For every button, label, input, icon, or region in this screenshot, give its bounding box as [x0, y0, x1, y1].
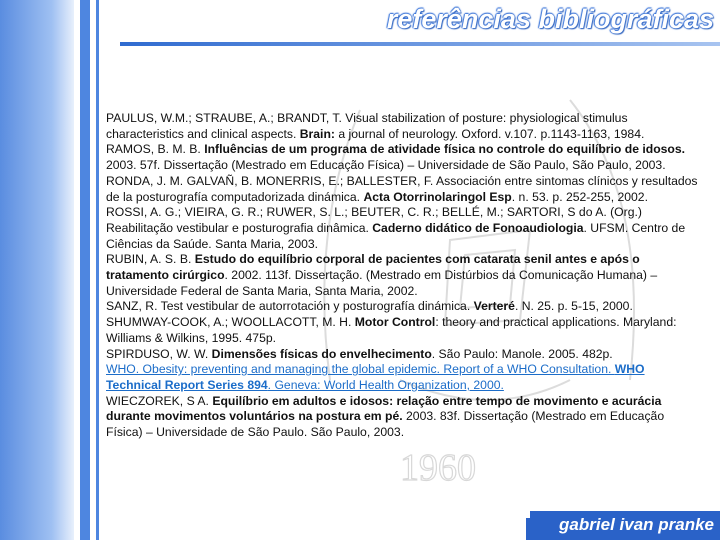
reference-title: Acta Otorrinolaringol Esp	[363, 189, 512, 204]
watermark-year: 1960	[400, 447, 476, 489]
reference-text: ROSSI, A. G.; VIEIRA, G. R.; RUWER, S. L.; BEUTER, C. R.; BELLÉ, M.; SARTORI, S do A. (Org.) Reabilitação vestibular e posturografia dinâmica.	[106, 205, 642, 235]
reference-entry	[106, 299, 698, 315]
reference-text: . 2002. 113f. Dissertação. (Mestrado em Distúrbios da Comunicação Humana) – Universidade Federal de Santa Maria, Santa Maria, 2002.	[106, 268, 658, 298]
reference-text[interactable]: WHO. Obesity: preventing and managing the global epidemic. Report of a WHO Consultation.	[106, 362, 615, 377]
reference-entry	[106, 174, 698, 205]
reference-text: SPIRDUSO, W. W.	[106, 346, 212, 361]
reference-text: SANZ, R. Test vestibular de autorrotación y posturografía dinámica.	[106, 299, 474, 314]
reference-title[interactable]: WHO Technical Report Series 894	[106, 362, 645, 392]
reference-text: 2003. 83f. Dissertação (Mestrado em Educação Física) – Universidade de São Paulo. São Paulo, 2003.	[106, 409, 665, 440]
reference-entry[interactable]	[106, 362, 698, 393]
reference-text: RONDA, J. M. GALVAÑ, B. MONERRIS, E.; BALLESTER, F. Associación entre sintomas clínicos y resultados de la posturografía computadorizada dinámica.	[106, 173, 698, 204]
reference-entry	[106, 394, 698, 441]
reference-entry	[106, 252, 698, 299]
reference-entry	[106, 205, 698, 252]
page-title: referências bibliográficas	[386, 4, 714, 34]
reference-text: . UFSM. Centro de Ciências da Saúde. Santa Maria, 2003.	[106, 220, 686, 251]
reference-title: Influências de um programa de atividade física no controle do equilíbrio de idosos.	[204, 142, 686, 157]
author-name: gabriel ivan pranke	[559, 515, 714, 534]
reference-title: Brain:	[299, 126, 335, 141]
reference-text: RUBIN, A. S. B.	[106, 252, 195, 267]
left-decorative-stripe	[80, 0, 90, 540]
reference-text: a journal of neurology. Oxford. v.107. p.1143-1163, 1984.	[334, 126, 645, 141]
reference-list	[106, 111, 698, 441]
reference-text: SHUMWAY-COOK, A.; WOOLLACOTT, M. H.	[106, 315, 355, 330]
header-underline	[120, 42, 720, 46]
left-decorative-stripe-thin	[96, 0, 99, 540]
reference-title: Estudo do equilíbrio corporal de pacientes com catarata senil antes e após o tratamento cirúrgico	[106, 252, 640, 283]
reference-title: Verteré	[473, 299, 515, 314]
reference-entry	[106, 315, 698, 346]
reference-entry	[106, 111, 698, 142]
reference-entry	[106, 142, 698, 173]
reference-text: PAULUS, W.M.; STRAUBE, A.; BRANDT, T. Visual stabilization of posture: physiological stimulus characteristics and clinical aspects.	[106, 111, 628, 141]
reference-text[interactable]: . Geneva: World Health Organization, 2000.	[267, 377, 504, 392]
reference-text: . São Paulo: Manole. 2005. 482p.	[431, 346, 613, 361]
reference-title: Caderno didático de Fonoaudiologia	[372, 220, 584, 235]
reference-text: WIECZOREK, S A.	[106, 393, 213, 408]
reference-text: : theory and practical applications. Maryland: Williams & Wilkins, 1995. 475p.	[106, 315, 677, 345]
reference-text: . N. 25. p. 5-15, 2000.	[514, 299, 633, 314]
reference-entry	[106, 347, 698, 363]
reference-title: Motor Control	[354, 315, 436, 330]
reference-title: Equilíbrio em adultos e idosos: relação entre tempo de movimento e acurácia durante movimentos voluntários na postura em pé.	[106, 393, 662, 424]
left-decorative-band	[0, 0, 74, 540]
reference-text: RAMOS, B. M. B.	[106, 142, 205, 157]
reference-link[interactable]	[106, 362, 645, 392]
reference-text: . n. 53. p. 252-255, 2002.	[511, 189, 648, 204]
reference-title: Dimensões físicas do envelhecimento	[211, 346, 432, 361]
reference-text: 2003. 57f. Dissertação (Mestrado em Educação Física) – Universidade de São Paulo, São Paulo, 2003.	[106, 158, 666, 173]
